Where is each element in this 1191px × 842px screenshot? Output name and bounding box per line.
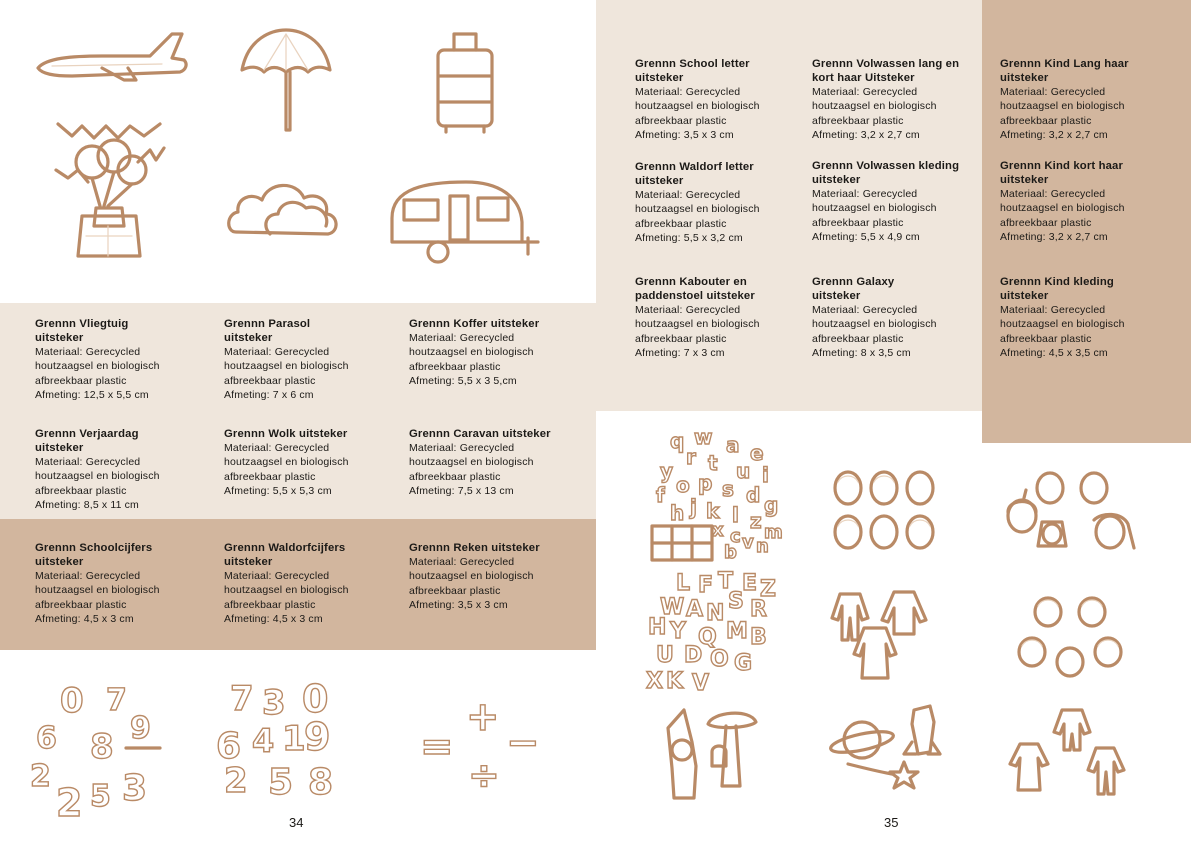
product-koffer xyxy=(409,317,584,389)
glyph: L xyxy=(676,571,691,596)
glyph: f xyxy=(656,483,665,507)
product-wolk xyxy=(224,427,399,499)
material-line: afbreekbaar plastic xyxy=(224,374,316,387)
glyph: 5 xyxy=(90,779,111,814)
material-line: houtzaagsel en biologisch xyxy=(1000,100,1125,113)
size-label: Afmeting: xyxy=(812,129,858,142)
adult-clothes-image xyxy=(830,588,932,682)
material-line: houtzaagsel en biologisch xyxy=(635,318,760,331)
product-title: Grennn Vliegtuig xyxy=(35,318,129,330)
material-value: Gerecycled xyxy=(685,189,741,201)
material-line: houtzaagsel en biologisch xyxy=(812,202,937,215)
product-title: Grennn Kind Lang haar xyxy=(1000,58,1129,70)
material-value: Gerecycled xyxy=(274,570,330,582)
material-line: afbreekbaar plastic xyxy=(35,598,127,611)
material-line: houtzaagsel en biologisch xyxy=(35,584,160,597)
glyph: o xyxy=(676,473,690,497)
glyph: 5 xyxy=(268,762,294,803)
material-line: afbreekbaar plastic xyxy=(1000,114,1092,127)
material-label: Materiaal: xyxy=(224,570,272,582)
product-title: Grennn Koffer uitsteker xyxy=(409,318,540,330)
size-value: 12,5 x 5,5 cm xyxy=(83,389,149,402)
glyph: B xyxy=(750,625,767,650)
glyph: 2 xyxy=(56,781,83,825)
material-line: houtzaagsel en biologisch xyxy=(1000,202,1125,215)
size-value: 5,5 x 4,9 cm xyxy=(860,231,920,244)
size-label: Afmeting: xyxy=(635,347,681,360)
product-title: Grennn Kind kort haar xyxy=(1000,160,1124,172)
glyph: M xyxy=(726,619,748,644)
cloud-icon xyxy=(226,176,348,244)
material-label: Materiaal: xyxy=(812,86,860,98)
size-label: Afmeting: xyxy=(224,389,270,402)
glyph: T xyxy=(718,569,734,594)
caravan-icon xyxy=(386,178,542,270)
product-title: Grennn Galaxy xyxy=(812,276,895,288)
size-label: Afmeting: xyxy=(409,485,455,498)
product-title: Grennn Reken uitsteker xyxy=(409,542,540,554)
material-value: Gerecycled xyxy=(459,332,515,344)
size-value: 3,2 x 2,7 cm xyxy=(860,129,920,142)
size-label: Afmeting: xyxy=(812,231,858,244)
product-title: uitsteker xyxy=(224,556,273,568)
size-label: Afmeting: xyxy=(1000,129,1046,142)
material-line: afbreekbaar plastic xyxy=(224,470,316,483)
material-value: Gerecycled xyxy=(685,304,741,316)
product-waldorfcijfers xyxy=(224,541,399,627)
product-kind-kleding xyxy=(1000,275,1150,361)
child-short-hair-image xyxy=(1016,594,1124,680)
glyph: + xyxy=(466,694,500,740)
size-value: 3,2 x 2,7 cm xyxy=(1048,231,1108,244)
product-volwassen-kleding xyxy=(812,159,974,245)
product-kind-kort-haar xyxy=(1000,159,1150,245)
birthday-cutter-image xyxy=(52,118,168,266)
glyph: 7 xyxy=(106,683,127,718)
adult-heads-icon xyxy=(830,468,938,552)
material-label: Materiaal: xyxy=(35,346,83,358)
glyph: x xyxy=(712,520,724,541)
glyph: t xyxy=(708,451,718,475)
material-value: Gerecycled xyxy=(1050,86,1106,98)
size-value: 8 x 3,5 cm xyxy=(860,347,911,360)
glyph: j xyxy=(690,495,697,519)
glyph: y xyxy=(660,459,674,483)
glyph: K xyxy=(666,669,684,694)
size-value: 5,5 x 3 5,cm xyxy=(457,375,517,388)
glyph: Y xyxy=(670,619,686,644)
material-label: Materiaal: xyxy=(812,304,860,316)
material-line: houtzaagsel en biologisch xyxy=(1000,318,1125,331)
material-value: Gerecycled xyxy=(1050,188,1106,200)
glyph: Q xyxy=(698,625,717,650)
product-title: Grennn Volwassen kleding xyxy=(812,160,960,172)
material-label: Materiaal: xyxy=(1000,86,1048,98)
page-number-right: 35 xyxy=(884,815,899,830)
product-title: Grennn School letter xyxy=(635,58,750,70)
material-line: afbreekbaar plastic xyxy=(409,360,501,373)
math-symbols-image xyxy=(418,694,544,797)
glyph: W xyxy=(660,595,685,620)
glyph: p xyxy=(698,471,713,495)
product-school-letter xyxy=(635,57,810,143)
glyph: s xyxy=(722,477,734,501)
size-label: Afmeting: xyxy=(1000,347,1046,360)
size-value: 4,5 x 3 cm xyxy=(272,613,323,626)
material-line: afbreekbaar plastic xyxy=(635,332,727,345)
product-title: uitsteker xyxy=(635,175,684,187)
product-title: Grennn Verjaardag xyxy=(35,428,139,440)
glyph: 9 xyxy=(304,715,331,759)
glyph: v xyxy=(742,532,754,553)
product-title: Grennn Kabouter en xyxy=(635,276,747,288)
glyph: i xyxy=(762,463,769,487)
material-value: Gerecycled xyxy=(85,346,141,358)
size-label: Afmeting: xyxy=(35,613,81,626)
product-title: uitsteker xyxy=(635,72,684,84)
adult-clothes-icon xyxy=(830,588,932,682)
material-line: houtzaagsel en biologisch xyxy=(224,584,349,597)
product-title: Grennn Waldorfcijfers xyxy=(224,542,346,554)
material-label: Materiaal: xyxy=(409,556,457,568)
birthday-balloon-icon xyxy=(52,118,168,266)
material-line: houtzaagsel en biologisch xyxy=(812,318,937,331)
glyph: w xyxy=(694,425,713,449)
material-line: afbreekbaar plastic xyxy=(812,332,904,345)
size-label: Afmeting: xyxy=(1000,231,1046,244)
material-line: afbreekbaar plastic xyxy=(635,114,727,127)
material-value: Gerecycled xyxy=(274,442,330,454)
glyph: r xyxy=(686,445,696,469)
material-line: afbreekbaar plastic xyxy=(635,217,727,230)
material-value: Gerecycled xyxy=(862,188,918,200)
material-line: houtzaagsel en biologisch xyxy=(635,203,760,216)
child-short-hair-icon xyxy=(1016,594,1124,680)
material-value: Gerecycled xyxy=(459,556,515,568)
glyph: U xyxy=(656,643,674,668)
product-title: Grennn Caravan uitsteker xyxy=(409,428,551,440)
material-line: houtzaagsel en biologisch xyxy=(35,360,160,373)
size-label: Afmeting: xyxy=(224,613,270,626)
size-label: Afmeting: xyxy=(224,485,270,498)
glyph: k xyxy=(706,499,720,523)
glyph: h xyxy=(670,501,685,525)
glyph: 6 xyxy=(36,721,57,756)
glyph: 3 xyxy=(122,768,148,809)
product-title: uitsteker xyxy=(1000,174,1049,186)
material-line: afbreekbaar plastic xyxy=(35,484,127,497)
galaxy-icon xyxy=(830,702,958,802)
school-numbers-icon xyxy=(30,676,170,825)
product-title: uitsteker xyxy=(224,332,273,344)
waldorf-letters-image xyxy=(642,570,782,694)
size-label: Afmeting: xyxy=(635,129,681,142)
umbrella-cutter-image xyxy=(238,26,334,136)
product-title: Grennn Kind kleding xyxy=(1000,276,1114,288)
product-kabouter xyxy=(635,275,810,361)
gnome-mushroom-icon xyxy=(660,706,770,808)
child-clothes-image xyxy=(1012,706,1128,798)
product-schoolcijfers xyxy=(35,541,210,627)
glyph: 8 xyxy=(308,762,334,803)
glyph: H xyxy=(648,615,667,640)
product-title: uitsteker xyxy=(812,290,861,302)
size-label: Afmeting: xyxy=(635,232,681,245)
material-line: houtzaagsel en biologisch xyxy=(812,100,937,113)
material-line: afbreekbaar plastic xyxy=(35,374,127,387)
glyph: 4 xyxy=(252,722,275,760)
material-label: Materiaal: xyxy=(409,332,457,344)
glyph: Z xyxy=(760,577,776,602)
product-title: Grennn Volwassen lang en xyxy=(812,58,960,70)
material-label: Materiaal: xyxy=(1000,304,1048,316)
school-letters-icon xyxy=(646,425,783,564)
material-line: afbreekbaar plastic xyxy=(409,584,501,597)
glyph: 0 xyxy=(60,681,84,721)
material-label: Materiaal: xyxy=(1000,188,1048,200)
size-value: 5,5 x 3,2 cm xyxy=(683,232,743,245)
gnome-mushroom-image xyxy=(660,706,770,808)
product-volwassen-haar xyxy=(812,57,974,143)
size-value: 8,5 x 11 cm xyxy=(83,499,139,512)
glyph: c xyxy=(730,526,741,547)
suitcase-cutter-image xyxy=(432,30,498,136)
glyph: − xyxy=(506,720,540,766)
waldorf-letters-icon xyxy=(642,570,782,694)
airplane-cutter-image xyxy=(32,28,192,88)
caravan-cutter-image xyxy=(386,178,542,270)
glyph: 7 xyxy=(230,679,254,719)
product-title: paddenstoel uitsteker xyxy=(635,290,755,302)
product-title: Grennn Parasol xyxy=(224,318,311,330)
glyph: A xyxy=(686,597,704,622)
material-value: Gerecycled xyxy=(85,570,141,582)
product-caravan xyxy=(409,427,584,499)
glyph: N xyxy=(706,601,725,626)
size-value: 4,5 x 3 cm xyxy=(83,613,134,626)
product-title: uitsteker xyxy=(35,556,84,568)
material-value: Gerecycled xyxy=(85,456,141,468)
size-label: Afmeting: xyxy=(35,389,81,402)
size-label: Afmeting: xyxy=(409,375,455,388)
material-line: houtzaagsel en biologisch xyxy=(409,570,534,583)
size-value: 7 x 6 cm xyxy=(272,389,314,402)
size-label: Afmeting: xyxy=(812,347,858,360)
glyph: u xyxy=(736,459,751,483)
material-line: afbreekbaar plastic xyxy=(409,470,501,483)
glyph: F xyxy=(698,573,714,598)
child-long-hair-image xyxy=(1002,468,1138,560)
adult-heads-image xyxy=(830,468,938,552)
material-label: Materiaal: xyxy=(635,304,683,316)
glyph: 2 xyxy=(30,759,51,794)
product-waldorf-letter xyxy=(635,160,810,246)
material-label: Materiaal: xyxy=(812,188,860,200)
material-label: Materiaal: xyxy=(409,442,457,454)
glyph: q xyxy=(670,429,685,453)
material-label: Materiaal: xyxy=(224,442,272,454)
material-line: houtzaagsel en biologisch xyxy=(224,360,349,373)
glyph: 6 xyxy=(216,726,242,767)
product-title: uitsteker xyxy=(1000,290,1049,302)
glyph: G xyxy=(734,651,753,676)
glyph: 9 xyxy=(130,711,151,746)
suitcase-icon xyxy=(432,30,498,136)
product-galaxy xyxy=(812,275,974,361)
product-title: Grennn Wolk uitsteker xyxy=(224,428,348,440)
material-label: Materiaal: xyxy=(35,570,83,582)
material-value: Gerecycled xyxy=(1050,304,1106,316)
material-label: Materiaal: xyxy=(35,456,83,468)
glyph: 0 xyxy=(302,677,329,721)
child-long-hair-icon xyxy=(1002,468,1138,560)
waldorf-numbers-image xyxy=(212,676,346,803)
product-title: uitsteker xyxy=(35,332,84,344)
size-value: 7 x 3 cm xyxy=(683,347,725,360)
material-value: Gerecycled xyxy=(459,442,515,454)
glyph: = xyxy=(420,724,454,770)
product-reken xyxy=(409,541,584,613)
material-label: Materiaal: xyxy=(635,86,683,98)
school-letters-image xyxy=(646,425,783,564)
child-clothes-icon xyxy=(1012,706,1128,798)
product-parasol xyxy=(224,317,399,403)
size-label: Afmeting: xyxy=(35,499,81,512)
glyph: X xyxy=(646,669,663,694)
material-line: houtzaagsel en biologisch xyxy=(635,100,760,113)
product-title: Grennn Schoolcijfers xyxy=(35,542,153,554)
material-label: Materiaal: xyxy=(635,189,683,201)
glyph: D xyxy=(684,643,703,668)
cloud-cutter-image xyxy=(226,176,348,244)
glyph: V xyxy=(692,671,710,696)
glyph: e xyxy=(750,441,764,465)
material-line: houtzaagsel en biologisch xyxy=(224,456,349,469)
glyph: O xyxy=(710,647,729,672)
material-value: Gerecycled xyxy=(862,86,918,98)
material-line: houtzaagsel en biologisch xyxy=(409,346,534,359)
glyph: l xyxy=(732,503,739,527)
school-numbers-image xyxy=(30,676,170,825)
size-value: 3,5 x 3 cm xyxy=(683,129,734,142)
product-title: Grennn Waldorf letter xyxy=(635,161,754,173)
glyph: a xyxy=(726,433,740,457)
material-value: Gerecycled xyxy=(274,346,330,358)
material-line: houtzaagsel en biologisch xyxy=(35,470,160,483)
material-line: afbreekbaar plastic xyxy=(1000,216,1092,229)
glyph: S xyxy=(728,589,744,614)
glyph: z xyxy=(750,509,762,533)
glyph: E xyxy=(742,571,758,596)
material-line: afbreekbaar plastic xyxy=(1000,332,1092,345)
size-value: 3,5 x 3 cm xyxy=(457,599,508,612)
size-label: Afmeting: xyxy=(409,599,455,612)
material-line: afbreekbaar plastic xyxy=(812,114,904,127)
material-line: afbreekbaar plastic xyxy=(224,598,316,611)
size-value: 7,5 x 13 cm xyxy=(457,485,514,498)
galaxy-image xyxy=(830,702,958,802)
glyph: b xyxy=(724,542,737,563)
glyph: d xyxy=(746,483,761,507)
glyph: m xyxy=(764,522,783,543)
glyph: n xyxy=(756,536,769,557)
size-value: 3,2 x 2,7 cm xyxy=(1048,129,1108,142)
page-number-left: 34 xyxy=(289,815,304,830)
product-title: uitsteker xyxy=(1000,72,1049,84)
glyph: ÷ xyxy=(468,753,500,797)
waldorf-numbers-icon xyxy=(212,676,346,803)
glyph: 8 xyxy=(90,727,114,767)
glyph: g xyxy=(764,493,779,517)
material-value: Gerecycled xyxy=(862,304,918,316)
product-vliegtuig xyxy=(35,317,210,403)
product-kind-lang-haar xyxy=(1000,57,1150,143)
size-value: 5,5 x 5,3 cm xyxy=(272,485,332,498)
material-line: afbreekbaar plastic xyxy=(812,216,904,229)
material-line: houtzaagsel en biologisch xyxy=(409,456,534,469)
airplane-icon xyxy=(32,28,192,88)
grid-tile-shape xyxy=(652,526,712,560)
material-value: Gerecycled xyxy=(685,86,741,98)
umbrella-icon xyxy=(238,26,334,136)
glyph: 2 xyxy=(224,761,248,801)
glyph: 1 xyxy=(282,719,306,759)
material-label: Materiaal: xyxy=(224,346,272,358)
size-value: 4,5 x 3,5 cm xyxy=(1048,347,1108,360)
math-symbols-icon xyxy=(418,694,544,797)
product-title: kort haar Uitsteker xyxy=(812,72,915,84)
product-verjaardag xyxy=(35,427,210,513)
glyph: R xyxy=(750,597,767,622)
product-title: uitsteker xyxy=(812,174,861,186)
product-title: uitsteker xyxy=(35,442,84,454)
glyph: 3 xyxy=(262,683,286,723)
